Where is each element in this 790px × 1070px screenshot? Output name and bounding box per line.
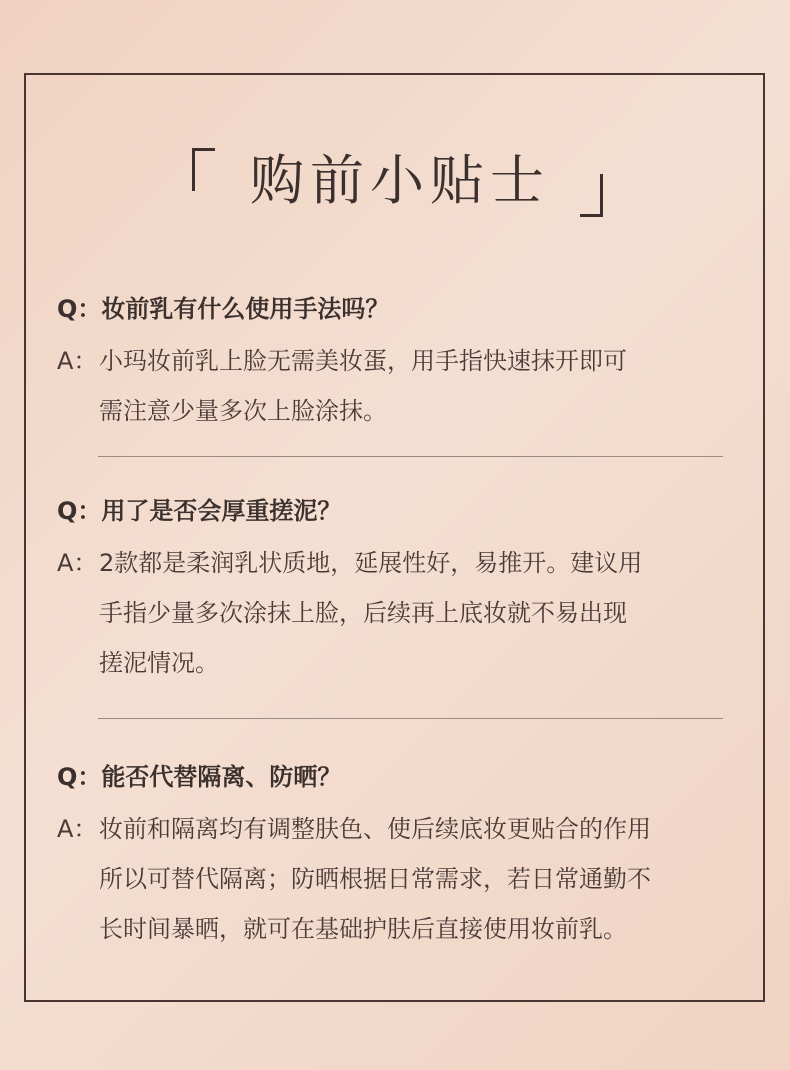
divider — [98, 456, 723, 457]
faq-question: Q：用了是否会厚重搓泥？ — [57, 497, 342, 525]
answer-line: 妆前和隔离均有调整肤色、使后续底妆更贴合的作用 — [99, 815, 651, 843]
answer-label: A： — [57, 815, 98, 843]
answer-line: 长时间暴晒，就可在基础护肤后直接使用妆前乳。 — [99, 915, 627, 943]
answer-line: 所以可替代隔离；防晒根据日常需求，若日常通勤不 — [99, 865, 651, 893]
faq-item — [57, 761, 727, 954]
faq-answer — [57, 538, 727, 688]
close-bracket — [580, 174, 603, 217]
answer-line: 小玛妆前乳上脸无需美妆蛋，用手指快速抹开即可 — [99, 347, 627, 375]
faq-answer — [57, 336, 727, 436]
faq-question: Q：妆前乳有什么使用手法吗？ — [57, 295, 390, 323]
answer-label: A： — [57, 347, 98, 375]
faq-question: Q：能否代替隔离、防晒？ — [57, 763, 342, 791]
title-row — [0, 146, 790, 218]
faq-answer — [57, 804, 727, 954]
answer-line: 手指少量多次涂抹上脸，后续再上底妆就不易出现 — [99, 599, 627, 627]
open-bracket — [192, 148, 215, 191]
answer-line: 2款都是柔润乳状质地，延展性好，易推开。建议用 — [99, 549, 643, 577]
faq-item — [57, 293, 727, 436]
faq-item — [57, 495, 727, 688]
answer-line: 搓泥情况。 — [99, 649, 219, 677]
divider — [98, 718, 723, 719]
answer-label: A： — [57, 549, 98, 577]
page-title: 购前小贴士 — [250, 149, 550, 212]
answer-line: 需注意少量多次上脸涂抹。 — [99, 397, 387, 425]
